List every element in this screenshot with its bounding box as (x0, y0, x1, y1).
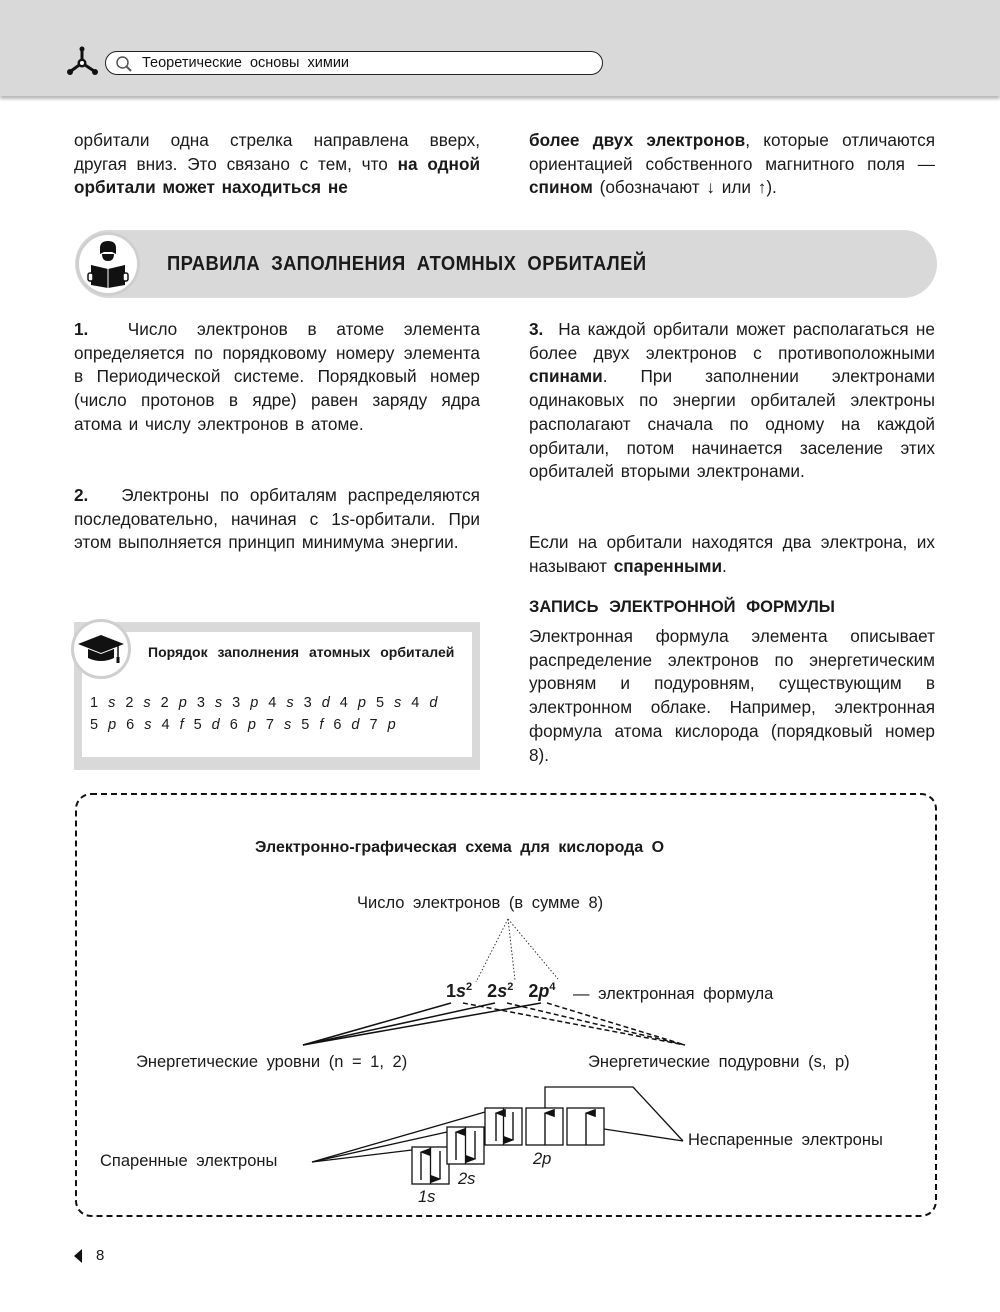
orbital-sequence-item: 4 f (161, 717, 184, 733)
orbital-sequence-item: 6 s (126, 717, 152, 733)
info-card-title: Порядок заполнения атомных орбиталей (148, 644, 455, 660)
intro-right-text: более двух электронов, которые отличаются ориентацией собственного магнитного поля — спином (обозначают ↓ или ↑). (529, 130, 936, 198)
orbital-sequence-item: 2 s (125, 695, 151, 711)
rule-3-text: На каждой орбитали может располагаться не более двух электронов с противоположными спинами. При заполнении электронами одинаковых по энергии орбиталей электроны располагают сначала по одному на каждой орбитали, потом начинается заселение этих орбиталей вторыми электронами. (529, 319, 935, 482)
energy-sublevels-label: Энергетические подуровни (s, p) (588, 1053, 850, 1071)
unpaired-electrons-label: Неспаренные электроны (688, 1131, 883, 1149)
diagram-title: Электронно-графическая схема для кислорода O (255, 839, 665, 856)
orbital-label-2p: 2p (533, 1150, 552, 1168)
rule-1-number: 1. (74, 319, 89, 339)
orbital-sequence-item: 5 s (375, 695, 402, 711)
orbital-boxes (412, 1108, 604, 1184)
orbital-sequence-item: 5 d (193, 717, 220, 733)
page-number: 8 (96, 1247, 105, 1264)
electron-count-label: Число электронов (в сумме 8) (357, 894, 604, 912)
subsection-title: ЗАПИСЬ ЭЛЕКТРОННОЙ ФОРМУЛЫ (529, 598, 835, 616)
page-marker-icon (74, 1249, 82, 1263)
subsection-text: Электронная формула элемента описывает распределение электронов по энергетическим уровням и подуровням, существующим в электронном облаке. Например, электронная формула атома кислорода (порядковый номер 8). (529, 626, 935, 765)
orbital-sequence-item: 3 p (232, 695, 259, 711)
orbital-sequence-item: 4 p (339, 695, 366, 711)
orbital-sequence-item: 3 s (196, 695, 223, 711)
section-title: ПРАВИЛА ЗАПОЛНЕНИЯ АТОМНЫХ ОРБИТАЛЕЙ (167, 253, 647, 275)
orbital-sequence-item: 4 s (268, 695, 294, 711)
formula-term-1s: $1s^2$ (446, 981, 473, 1001)
orbital-label-2s: 2s (458, 1170, 476, 1188)
paired-note: Если на орбитали находятся два электрона, их называют спаренными. (529, 532, 935, 576)
orbital-sequence-item: 1 s (90, 695, 116, 711)
orbital-sequence-item: 7 p (369, 717, 396, 733)
rule-2-number: 2. (74, 485, 89, 505)
orbital-sequence-item: 2 p (160, 695, 187, 711)
intro-left-text: орбитали одна стрелка направлена вверх, другая вниз. Это связано с тем, что на одной орбитали может находиться не (74, 130, 481, 198)
paired-electrons-label: Спаренные электроны (100, 1152, 278, 1170)
running-header-title: Теоретические основы химии (142, 55, 350, 71)
formula-term-2p: $2p^4$ (528, 981, 556, 1001)
formula-term-2s: $2s^2$ (487, 981, 514, 1001)
orbital-sequence-item: 6 d (333, 717, 360, 733)
orbital-sequence-item: 7 s (265, 717, 292, 733)
rule-2-text: Электроны по орбиталям распределяются последовательно, начиная с 1s-орбитали. При этом выполняется принцип минимума энергии. (74, 485, 481, 553)
orbital-sequence-item: 4 d (411, 695, 438, 711)
rule-1-text: Число электронов в атоме элемента определяется по порядковому номеру элемента в Периодической системе. Порядковый номер (число протонов в ядре) равен заряду ядра атома и числу электронов в атоме. (74, 319, 480, 434)
energy-levels-label: Энергетические уровни (n = 1, 2) (136, 1053, 408, 1071)
orbital-label-1s: 1s (418, 1188, 436, 1206)
formula-label: — электронная формула (573, 985, 774, 1003)
orbital-sequence-item: 5 p (90, 717, 117, 733)
orbital-sequence-item: 3 d (303, 695, 330, 711)
orbital-sequence-item: 6 p (229, 717, 256, 733)
rule-3-number: 3. (529, 319, 544, 339)
orbital-sequence-item: 5 f (301, 717, 324, 733)
